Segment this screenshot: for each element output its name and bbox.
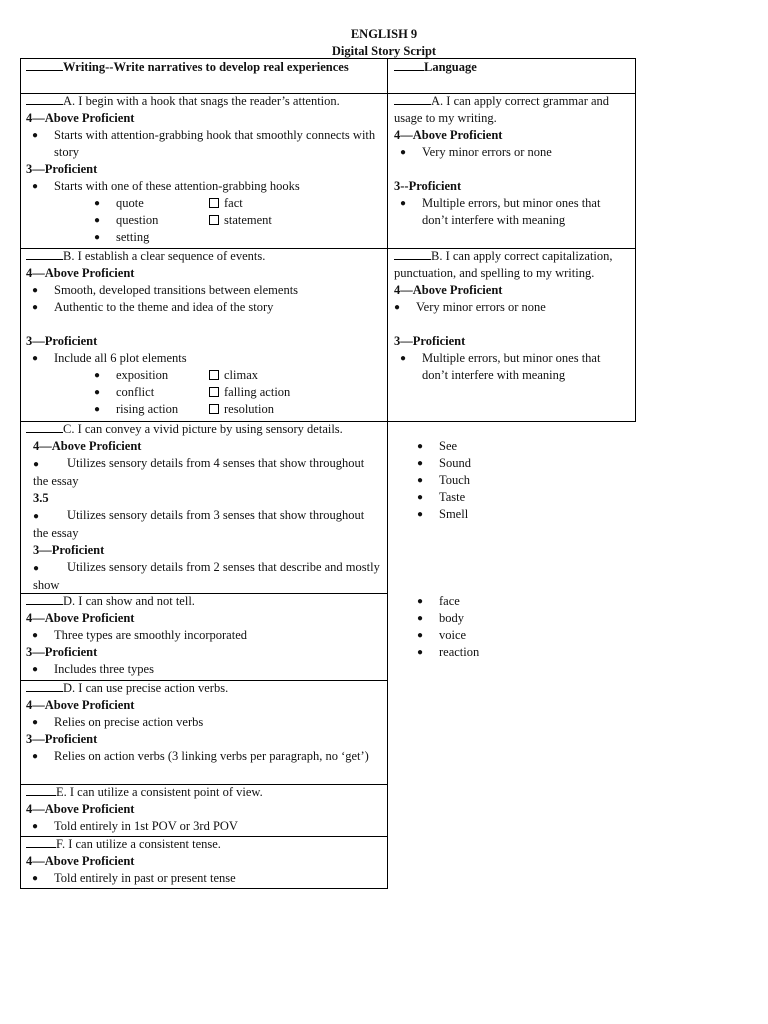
language-a-bullet4: ● Very minor errors or none bbox=[394, 144, 629, 161]
language-a-section bbox=[388, 93, 635, 229]
list-item: ● Sound bbox=[417, 455, 471, 472]
plot-check-option: falling action bbox=[224, 385, 291, 399]
writing-d1-level4: 4—Above Proficient bbox=[26, 611, 135, 625]
writing-d1-bullet4: ● Three types are smoothly incorporated bbox=[26, 627, 381, 644]
language-b-level3: 3—Proficient bbox=[394, 334, 466, 348]
checkbox[interactable] bbox=[209, 387, 219, 397]
writing-a-bullet3: ● Starts with one of these attention-grabbing hooks bbox=[26, 178, 381, 195]
language-a-level3: 3--Proficient bbox=[394, 179, 462, 193]
hook-check-option: fact bbox=[224, 196, 243, 210]
checkbox[interactable] bbox=[209, 404, 219, 414]
language-b-section: B. I can apply correct capitalization, punctuation, and spelling to my writing. 4—Above Proficient ● Very minor errors or none 3—Proficient ● Multiple errors, but minor ones that don’t interfere with meaning bbox=[388, 248, 635, 384]
checkbox[interactable] bbox=[209, 215, 219, 225]
writing-a-label: A. I begin with a hook that snags the reader’s attention. bbox=[63, 94, 340, 108]
language-b-bullet3: ● Multiple errors, but minor ones that don’t interfere with meaning bbox=[394, 350, 629, 384]
hook-option: setting bbox=[116, 230, 150, 244]
plot-check-option: resolution bbox=[224, 402, 274, 416]
writing-a-level4: 4—Above Proficient bbox=[26, 111, 135, 125]
writing-b-bullet4b: ● Authentic to the theme and idea of the story bbox=[26, 299, 381, 316]
writing-d2-level3: 3—Proficient bbox=[26, 732, 98, 746]
writing-c-label: C. I can convey a vivid picture by using sensory details. bbox=[63, 422, 343, 436]
writing-d1-label: D. I can show and not tell. bbox=[63, 594, 195, 608]
writing-e-level4: 4—Above Proficient bbox=[26, 802, 135, 816]
list-item: ● reaction bbox=[417, 644, 479, 661]
language-b-level4: 4—Above Proficient bbox=[394, 283, 503, 297]
writing-heading-row bbox=[20, 59, 387, 76]
writing-c-bullet4: Utilizes sensory details from 4 senses that show throughout the essay bbox=[33, 456, 365, 488]
language-heading: Language bbox=[424, 60, 477, 74]
list-item: ● Smell bbox=[417, 506, 471, 523]
writing-d1-section bbox=[20, 593, 387, 678]
writing-f-label: F. I can utilize a consistent tense. bbox=[56, 837, 221, 851]
writing-f-section bbox=[20, 836, 387, 887]
writing-d2-label: D. I can use precise action verbs. bbox=[63, 681, 229, 695]
hook-option: question bbox=[116, 213, 159, 227]
writing-b-bullet4a: ● Smooth, developed transitions between elements bbox=[26, 282, 381, 299]
writing-heading: Writing--Write narratives to develop real experiences bbox=[63, 60, 349, 74]
writing-f-bullet4: ● Told entirely in past or present tense bbox=[26, 870, 381, 887]
writing-b-level3: 3—Proficient bbox=[26, 334, 98, 348]
writing-d2-bullet4: ● Relies on precise action verbs bbox=[26, 714, 381, 731]
writing-d2-bullet3: ● Relies on action verbs (3 linking verbs per paragraph, no ‘get’) bbox=[26, 748, 381, 765]
hook-option: quote bbox=[116, 196, 144, 210]
writing-b-label: B. I establish a clear sequence of events. bbox=[63, 249, 266, 263]
plot-check-option: climax bbox=[224, 368, 259, 382]
senses-list bbox=[417, 438, 471, 523]
writing-e-label: E. I can utilize a consistent point of view. bbox=[56, 785, 263, 799]
plot-option: conflict bbox=[116, 385, 155, 399]
list-item: ● Touch bbox=[417, 472, 471, 489]
checkbox[interactable] bbox=[209, 198, 219, 208]
list-item: ● voice bbox=[417, 627, 479, 644]
writing-d2-section bbox=[20, 680, 387, 765]
list-item: ● body bbox=[417, 610, 479, 627]
plot-option: exposition bbox=[116, 368, 169, 382]
document-title: ENGLISH 9 bbox=[350, 27, 418, 41]
writing-d2-level4: 4—Above Proficient bbox=[26, 698, 135, 712]
writing-c-level4: 4—Above Proficient bbox=[33, 439, 142, 453]
show-types-list bbox=[417, 593, 479, 661]
writing-a-level3: 3—Proficient bbox=[26, 162, 98, 176]
writing-d1-bullet3: ● Includes three types bbox=[26, 661, 381, 678]
writing-e-section bbox=[20, 784, 387, 835]
list-item: ● See bbox=[417, 438, 471, 455]
language-b-bullet4: Very minor errors or none bbox=[416, 300, 546, 314]
list-item: ● face bbox=[417, 593, 479, 610]
plot-option: rising action bbox=[116, 402, 179, 416]
language-a-label: A. I can apply correct grammar and usage to my writing. bbox=[394, 94, 610, 125]
writing-b-bullet3: ● Include all 6 plot elements bbox=[26, 350, 381, 367]
language-a-level4: 4—Above Proficient bbox=[394, 128, 503, 142]
writing-c-level3: 3—Proficient bbox=[33, 543, 105, 557]
hook-check-option: statement bbox=[224, 213, 272, 227]
language-b-label: B. I can apply correct capitalization, punctuation, and spelling to my writing. bbox=[394, 249, 613, 280]
language-a-bullet3: ● Multiple errors, but minor ones that don’t interfere with meaning bbox=[394, 195, 629, 229]
writing-d1-level3: 3—Proficient bbox=[26, 645, 98, 659]
writing-b-section: B. I establish a clear sequence of events. 4—Above Proficient ● Smooth, developed transitions between elements ● Authentic to the theme and idea of the story 3—Proficient ● Include all 6 plot elements ● exposition ● conflict ● rising action climax falling action resolution bbox=[20, 248, 387, 418]
writing-c-bullet3: Utilizes sensory details from 2 senses that describe and mostly show bbox=[33, 560, 380, 592]
writing-a-section: A. I begin with a hook that snags the reader’s attention. 4—Above Proficient ● Starts with attention-grabbing hook that smoothly connects with story 3—Proficient ● Starts with one of these attention-grabbing hooks ● quote ● question ● setting fact statement bbox=[20, 93, 387, 246]
language-heading-row bbox=[388, 59, 635, 76]
writing-c-level35: 3.5 bbox=[33, 491, 49, 505]
writing-c-bullet35: Utilizes sensory details from 3 senses that show throughout the essay bbox=[33, 508, 365, 540]
checkbox[interactable] bbox=[209, 370, 219, 380]
writing-a-bullet4: ● Starts with attention-grabbing hook that smoothly connects with story bbox=[26, 127, 381, 161]
document-subtitle: Digital Story Script bbox=[331, 44, 437, 58]
writing-b-level4: 4—Above Proficient bbox=[26, 266, 135, 280]
list-item: ● Taste bbox=[417, 489, 471, 506]
writing-c-section: C. I can convey a vivid picture by using sensory details. 4—Above Proficient ● Utilizes sensory details from 4 senses that show throughout the essay 3.5 ● Utilizes sensory details from 3 senses that show throughout the essay 3—Proficient ● Utilizes sensory details from 2 senses that describe and mostly show bbox=[20, 421, 387, 594]
writing-e-bullet4: ● Told entirely in 1st POV or 3rd POV bbox=[26, 818, 381, 835]
writing-f-level4: 4—Above Proficient bbox=[26, 854, 135, 868]
